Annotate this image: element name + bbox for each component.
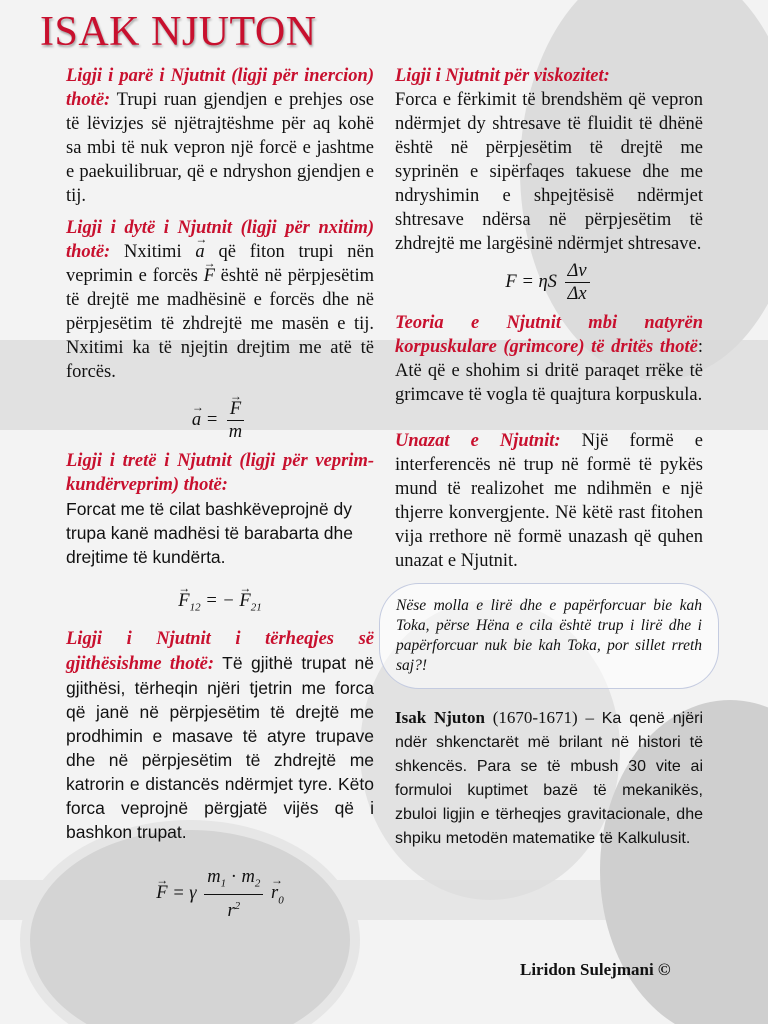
formula-dot: · [226,866,242,887]
formula-gravitation [66,866,374,923]
law1-paragraph [66,64,374,208]
unit-vector: → r [271,881,278,905]
bio-years: (1670-1671) – [484,708,602,727]
formula-lhs: → a [192,408,201,432]
mass-1: m [207,866,221,887]
formula-rhs: → F [239,589,250,613]
signature: Liridon Sulejmani © [520,960,671,979]
formula-sub: 0 [278,894,284,907]
law2-text-1: Nxitimi [110,242,196,262]
law4-text: Të gjithë trupat në gjithësi, tërheqin njëri tjetrin me forca që janë në përpjesëtim të drejtë me prodhimin e masave të atyre trupave dhe në përpjesëtim të zhdrejtë me katrorin e distancës ndërmjet tyre. Këto forca veprojnë përgjatë vijës që i bashkon trupat. [66,652,374,842]
formula-lhs: F = ηS [505,271,557,292]
formula-numerator: → F [230,398,241,420]
left-column [66,64,374,923]
law2-heading: Ligji i dytë i Njutnit (ligji për nxitim) thotë: [66,218,374,262]
mass-2: m [241,866,255,887]
bio-name: Isak Njuton [395,708,485,727]
formula-newton2 [66,398,374,443]
corpuscular-colon: : [697,337,703,357]
formula-numerator: Δv [565,260,590,283]
force-symbol: → F [204,264,215,288]
formula-newton3 [66,589,374,620]
viscosity-heading: Ligji i Njutnit për viskozitet: [395,66,610,86]
distance-symbol: r [227,901,235,922]
formula-sub: 2 [254,877,261,890]
rings-text: Një formë e interferencës në trup në formë të pykës mund të realizohet me ndihmën e një thjerre konvergjente. Në këtë rast fitohen vija rrethore në formë unazash që quhen unazat e Njutnit. [395,431,703,571]
viscosity-paragraph [395,64,703,256]
formula-eq: = [205,409,219,430]
corpuscular-text: Atë që e shohim si dritë paraqet rrëke të grimcave të vogla të quajtura korpuskula. [395,361,703,405]
corpuscular-paragraph [395,311,703,407]
formula-eq: = γ [172,883,197,904]
formula-lhs: → F [178,589,189,613]
right-column [395,64,703,851]
law2-paragraph [66,216,374,384]
formula-denominator: m [228,422,243,442]
formula-exponent: 2 [234,900,241,913]
law2-text-3: është në përpjesëtim të drejtë me madhësinë e forcës dhe në përpjesëtim të zhdrejtë me masën e tij. Nxitimi ka të njejtin drejtim me atë të forcës. [66,266,375,382]
corpuscular-heading: Teoria e Njutnit mbi natyrën korpuskulare (grimcore) të dritës thotë [395,313,703,357]
law1-text: Trupi ruan gjendjen e prehjes ose të lëvizjes së njëtrajtëshme për aq kohë sa mbi të nuk vepron një forcë e jashtme e paekuilibruar, që e ndryshon gjendjen e tij. [66,90,374,206]
viscosity-text: Forca e fërkimit të brendshëm që vepron ndërmjet dy shtresave të fluidit të dhënë është në përpjesëtim të drejtë me syprinën e sipërfaqes takuese dhe me ndryshimin e shpejtësisë ndërmjet shtresave ndërsa në përpjesëtim të zhdrejtë me largësinë ndërmjet shtresave. [395,90,703,254]
formula-denominator: Δx [567,284,587,304]
formula-viscosity [395,260,703,305]
formula-fraction [204,866,263,923]
law3-paragraph [66,449,374,497]
quote-bubble: Nëse molla e lirë dhe e papërforcuar bie kah Toka, përse Hëna e cila është trup i lirë dhe i papërforcuar nuk bie kah Toka, por sillet rreth saj?! [379,583,719,689]
accel-symbol: → a [195,240,204,264]
formula-lhs: → F [156,881,167,905]
formula-fraction [226,398,245,443]
law4-paragraph [66,626,374,844]
formula-sub: 21 [250,601,262,614]
rings-paragraph [395,429,703,573]
law3-text: Forcat me të cilat bashkëveprojnë dy trupa kanë madhësi të barabarta dhe drejtime të kundërta. [66,499,353,567]
bio-text: Ka qenë njëri ndër shkenctarët më brilant në histori të shkencës. Para se të mbush 30 vite ai formuloi kuptimet bazë të mekanikës, zbuloi ligjin e tërheqjes gravitacionale, dhe shpiku metodën matematike të Kalkulusit. [395,710,703,847]
formula-fraction [565,260,590,305]
formula-sub: 1 [220,877,227,890]
bio-paragraph [395,707,703,851]
formula-sub: 12 [189,601,201,614]
rings-heading: Unazat e Njutnit: [395,431,561,451]
page-title: ISAK NJUTON [40,9,317,55]
law4-heading: Ligji i Njutnit i tërheqjes së gjithësishme thotë: [66,628,374,674]
law1-heading: Ligji i parë i Njutnit (ligji për inercion) thotë: [66,66,374,110]
law2-text-2: që fiton trupi nën veprimin e forcës [66,242,374,286]
formula-eq: = − [205,591,235,611]
law3-heading: Ligji i tretë i Njutnit (ligji për veprim-kundërveprim) thotë: [66,451,374,495]
